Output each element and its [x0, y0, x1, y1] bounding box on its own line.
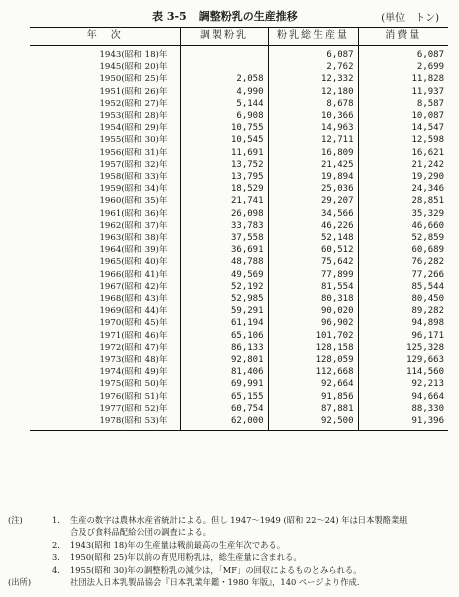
note-2: [8, 539, 453, 551]
note-4: [8, 564, 453, 576]
year-cell: 1953(昭和 28)年: [99, 111, 168, 122]
table-row: [30, 244, 448, 256]
header-row: [30, 28, 448, 46]
header-total: 粉乳総生産量: [268, 28, 358, 46]
year-cell: 1963(昭和 38)年: [99, 233, 168, 244]
table-row: [30, 46, 448, 62]
formula-cell: 60,754: [180, 403, 268, 415]
year-cell: 1971(昭和 46)年: [99, 330, 168, 341]
table-row: [30, 415, 448, 431]
year-cell: 1976(昭和 51)年: [99, 391, 168, 402]
formula-cell: 4,990: [180, 86, 268, 98]
total-cell: 12,180: [268, 86, 358, 98]
table-row: [30, 269, 448, 281]
total-cell: 90,020: [268, 305, 358, 317]
total-cell: 12,332: [268, 73, 358, 85]
year-cell: 1965(昭和 40)年: [99, 257, 168, 268]
table-row: [30, 293, 448, 305]
consumption-cell: 28,851: [358, 195, 448, 207]
table-row: [30, 61, 448, 73]
table-row: [30, 147, 448, 159]
table-row: [30, 330, 448, 342]
source-label: (出所): [8, 577, 32, 588]
formula-cell: 69,991: [180, 378, 268, 390]
total-cell: 34,566: [268, 208, 358, 220]
note-3: [8, 551, 453, 563]
formula-cell: 92,801: [180, 354, 268, 366]
note-1-continuation: 合及び食料品配給公団の調査による。: [70, 527, 212, 538]
total-cell: 21,425: [268, 159, 358, 171]
year-cell: 1958(昭和 33)年: [99, 172, 168, 183]
note-1-text: 生産の数字は農林水産省統計による。但し 1947～1949 (昭和 22～24) 年は日本製酪業組: [70, 515, 408, 525]
formula-cell: [180, 61, 268, 73]
total-cell: 19,894: [268, 171, 358, 183]
table-row: [30, 305, 448, 317]
consumption-cell: 16,621: [358, 147, 448, 159]
formula-cell: 48,788: [180, 256, 268, 268]
year-cell: 1950(昭和 25)年: [99, 74, 168, 85]
consumption-cell: 92,213: [358, 378, 448, 390]
total-cell: 16,809: [268, 147, 358, 159]
consumption-cell: 46,660: [358, 220, 448, 232]
total-cell: 29,207: [268, 195, 358, 207]
consumption-cell: 76,282: [358, 256, 448, 268]
total-cell: 6,087: [268, 46, 358, 62]
table-number: 表 3-5: [152, 10, 187, 23]
total-cell: 12,711: [268, 134, 358, 146]
consumption-cell: 52,859: [358, 232, 448, 244]
total-cell: 92,500: [268, 415, 358, 431]
year-cell: 1943(昭和 18)年: [99, 50, 168, 60]
formula-cell: 2,058: [180, 73, 268, 85]
table-row: [30, 122, 448, 134]
table-title: [152, 8, 298, 24]
table-row: [30, 317, 448, 329]
table-row: [30, 73, 448, 85]
total-cell: 92,664: [268, 378, 358, 390]
total-cell: 14,963: [268, 122, 358, 134]
table-row: [30, 281, 448, 293]
consumption-cell: 8,587: [358, 98, 448, 110]
year-cell: 1959(昭和 34)年: [99, 184, 168, 195]
year-cell: 1969(昭和 44)年: [99, 306, 168, 317]
table-row: [30, 366, 448, 378]
total-cell: 2,762: [268, 61, 358, 73]
table-row: [30, 220, 448, 232]
source-note: [8, 576, 453, 588]
total-cell: 112,668: [268, 366, 358, 378]
formula-cell: 10,545: [180, 134, 268, 146]
consumption-cell: 77,266: [358, 269, 448, 281]
year-cell: 1973(昭和 48)年: [99, 355, 168, 366]
year-cell: 1966(昭和 41)年: [99, 269, 168, 280]
formula-cell: 6,908: [180, 110, 268, 122]
consumption-cell: 19,290: [358, 171, 448, 183]
notes-label: (注): [8, 515, 23, 525]
title-row: [0, 6, 459, 24]
total-cell: 8,678: [268, 98, 358, 110]
source-text: 社団法人日本乳製品協会『日本乳業年鑑・1980 年版』，140 ページより作成.: [70, 577, 360, 588]
formula-cell: 49,569: [180, 269, 268, 281]
table-row: [30, 86, 448, 98]
table-row: [30, 159, 448, 171]
table-row: [30, 208, 448, 220]
consumption-cell: 94,898: [358, 317, 448, 329]
year-cell: 1952(昭和 27)年: [99, 98, 168, 109]
notes: [8, 514, 453, 588]
total-cell: 91,856: [268, 391, 358, 403]
formula-cell: 36,691: [180, 244, 268, 256]
formula-cell: 62,000: [180, 415, 268, 431]
formula-cell: 33,783: [180, 220, 268, 232]
table-row: [30, 256, 448, 268]
consumption-cell: 114,560: [358, 366, 448, 378]
year-cell: 1964(昭和 39)年: [99, 245, 168, 256]
formula-cell: 59,291: [180, 305, 268, 317]
consumption-cell: 129,663: [358, 354, 448, 366]
table-body: [30, 46, 448, 431]
header-year: 年 次: [30, 28, 180, 46]
total-cell: 80,318: [268, 293, 358, 305]
table-row: [30, 171, 448, 183]
note-1-number: 1.: [52, 515, 60, 525]
table-row: [30, 391, 448, 403]
year-cell: 1970(昭和 45)年: [99, 318, 168, 329]
year-cell: 1975(昭和 50)年: [99, 379, 168, 390]
total-cell: 87,881: [268, 403, 358, 415]
total-cell: 46,226: [268, 220, 358, 232]
note-1: [8, 514, 453, 539]
year-cell: 1978(昭和 53)年: [30, 415, 180, 431]
formula-cell: 86,133: [180, 342, 268, 354]
year-cell: 1972(昭和 47)年: [99, 342, 168, 353]
table-row: [30, 183, 448, 195]
consumption-cell: 21,242: [358, 159, 448, 171]
table-row: [30, 342, 448, 354]
note-2-number: 2.: [52, 539, 60, 550]
formula-cell: 21,741: [180, 195, 268, 207]
consumption-cell: 11,937: [358, 86, 448, 98]
year-cell: 1961(昭和 36)年: [99, 208, 168, 219]
table-row: [30, 195, 448, 207]
year-cell: 1977(昭和 52)年: [99, 403, 168, 414]
total-cell: 52,148: [268, 232, 358, 244]
year-cell: 1960(昭和 35)年: [99, 196, 168, 207]
consumption-cell: 10,087: [358, 110, 448, 122]
formula-cell: 52,192: [180, 281, 268, 293]
table-row: [30, 110, 448, 122]
table-row: [30, 378, 448, 390]
total-cell: 101,702: [268, 330, 358, 342]
formula-cell: 13,752: [180, 159, 268, 171]
consumption-cell: 24,346: [358, 183, 448, 195]
note-4-number: 4.: [52, 564, 60, 575]
total-cell: 81,554: [268, 281, 358, 293]
formula-cell: 18,529: [180, 183, 268, 195]
header-formula: 調製粉乳: [180, 28, 268, 46]
year-cell: 1954(昭和 29)年: [99, 123, 168, 134]
consumption-cell: 60,689: [358, 244, 448, 256]
year-cell: 1967(昭和 42)年: [99, 281, 168, 292]
note-4-text: 1955(昭和 30)年の調整粉乳の減少は，「MF」の回収によるものとみられる。: [70, 564, 362, 575]
formula-cell: 11,691: [180, 147, 268, 159]
note-3-number: 3.: [52, 552, 60, 563]
year-cell: 1955(昭和 30)年: [99, 135, 168, 146]
table-row: [30, 403, 448, 415]
consumption-cell: 2,699: [358, 61, 448, 73]
consumption-cell: 6,087: [358, 46, 448, 62]
formula-cell: 37,558: [180, 232, 268, 244]
formula-cell: 65,106: [180, 330, 268, 342]
total-cell: 60,512: [268, 244, 358, 256]
consumption-cell: 12,598: [358, 134, 448, 146]
formula-cell: 10,755: [180, 122, 268, 134]
consumption-cell: 125,328: [358, 342, 448, 354]
header-consumption: 消費量: [358, 28, 448, 46]
formula-cell: 5,144: [180, 98, 268, 110]
year-cell: 1968(昭和 43)年: [99, 294, 168, 305]
total-cell: 75,642: [268, 256, 358, 268]
year-cell: 1956(昭和 31)年: [99, 147, 168, 158]
formula-cell: [180, 46, 268, 62]
consumption-cell: 96,171: [358, 330, 448, 342]
year-cell: 1945(昭和 20)年: [99, 62, 168, 73]
formula-cell: 26,098: [180, 208, 268, 220]
consumption-cell: 35,329: [358, 208, 448, 220]
year-cell: 1951(昭和 26)年: [99, 86, 168, 97]
year-cell: 1962(昭和 37)年: [99, 220, 168, 231]
consumption-cell: 14,547: [358, 122, 448, 134]
formula-cell: 81,406: [180, 366, 268, 378]
formula-cell: 65,155: [180, 391, 268, 403]
year-cell: 1957(昭和 32)年: [99, 159, 168, 170]
consumption-cell: 80,450: [358, 293, 448, 305]
note-3-text: 1950(昭和 25)年以前の育児用粉乳は，総生産量に含まれる。: [70, 552, 302, 563]
total-cell: 10,366: [268, 110, 358, 122]
production-table: [30, 27, 448, 431]
table-row: [30, 232, 448, 244]
consumption-cell: 85,544: [358, 281, 448, 293]
unit-label: (単位 トン): [381, 13, 439, 24]
total-cell: 96,902: [268, 317, 358, 329]
formula-cell: 52,985: [180, 293, 268, 305]
table-row: [30, 98, 448, 110]
formula-cell: 13,795: [180, 171, 268, 183]
formula-cell: 61,194: [180, 317, 268, 329]
consumption-cell: 11,828: [358, 73, 448, 85]
consumption-cell: 91,396: [358, 415, 448, 431]
table-row: [30, 134, 448, 146]
note-2-text: 1943(昭和 18)年の生産量は戦前最高の生産年次である。: [70, 539, 286, 550]
table-name: 調整粉乳の生産推移: [198, 10, 298, 23]
consumption-cell: 94,664: [358, 391, 448, 403]
total-cell: 77,899: [268, 269, 358, 281]
total-cell: 25,036: [268, 183, 358, 195]
total-cell: 128,059: [268, 354, 358, 366]
consumption-cell: 89,282: [358, 305, 448, 317]
total-cell: 128,158: [268, 342, 358, 354]
consumption-cell: 88,330: [358, 403, 448, 415]
year-cell: 1974(昭和 49)年: [99, 367, 168, 378]
table-row: [30, 354, 448, 366]
